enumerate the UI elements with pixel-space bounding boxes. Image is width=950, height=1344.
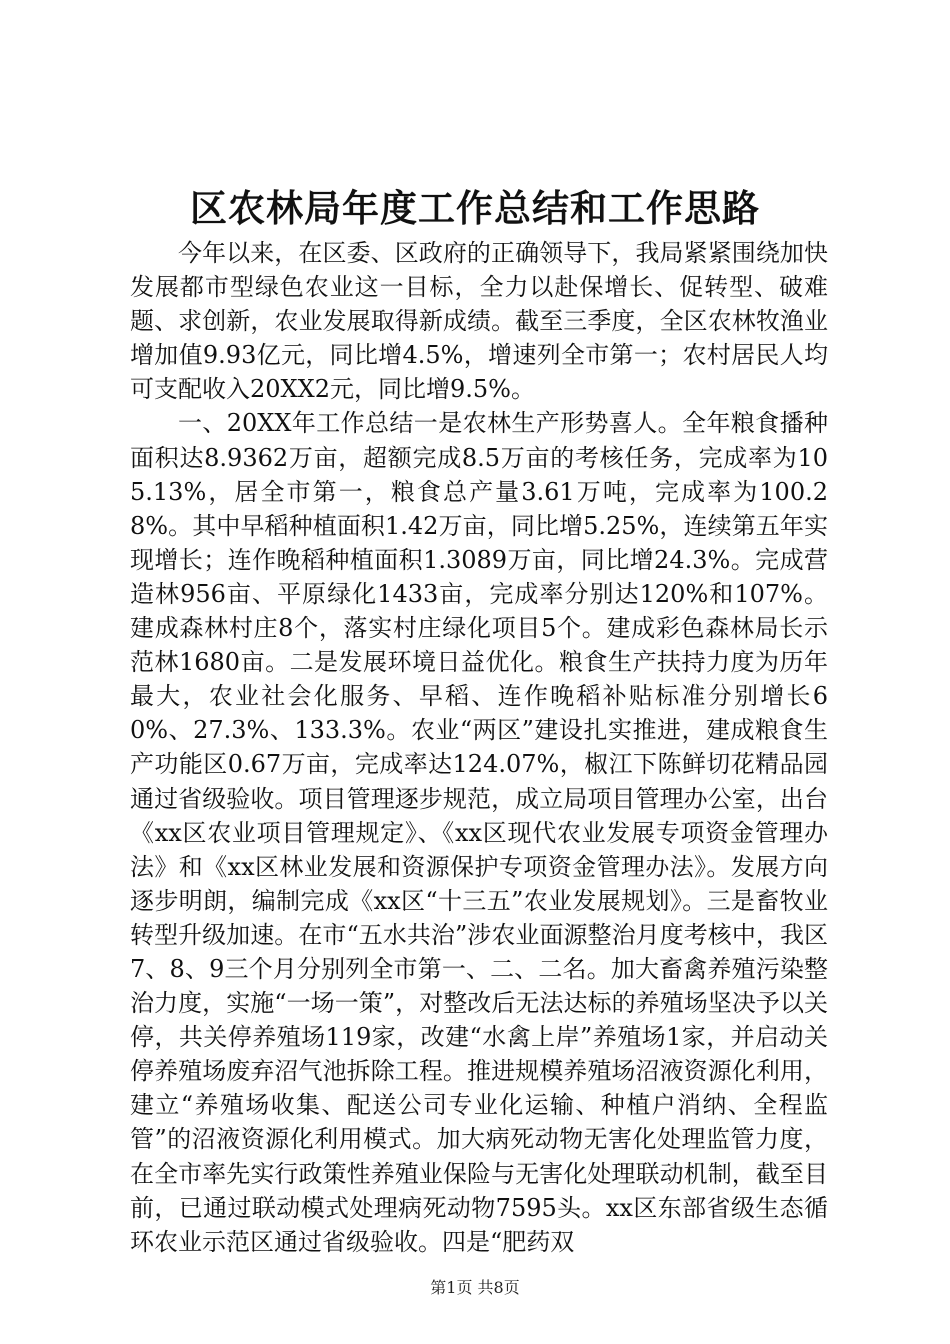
document-body [130,236,828,1259]
document-title: 区农林局年度工作总结和工作思路 [190,186,760,230]
paragraph-summary: 一、20XX年工作总结一是农林生产形势喜人。全年粮食播种面积达8.9362万亩，超额完成8.5万亩的考核任务，完成率为105.13%，居全市第一，粮食总产量3.61万吨，完成率为100.28%。其中早稻种植面积1.42万亩，同比增5.25%，连续第五年实现增长；连作晚稻种植面积1.3089万亩，同比增24.3%。完成营造林956亩、平原绿化1433亩，完成率分别达120%和107%。建成森林村庄8个，落实村庄绿化项目5个。建成彩色森林局长示范林1680亩。二是发展环境日益优化。粮食生产扶持力度为历年最大，农业社会化服务、早稻、连作晚稻补贴标准分别增长60%、27.3%、133.3%。农业“两区”建设扎实推进，建成粮食生产功能区0.67万亩，完成率达124.07%，椒江下陈鲜切花精品园通过省级验收。项目管理逐步规范，成立局项目管理办公室，出台《xx区农业项目管理规定》、《xx区现代农业发展专项资金管理办法》和《xx区林业发展和资源保护专项资金管理办法》。发展方向逐步明朗，编制完成《xx区“十三五”农业发展规划》。三是畜牧业转型升级加速。在市“五水共治”涉农业面源整治月度考核中，我区7、8、9三个月分别列全市第一、二、二名。加大畜禽养殖污染整治力度，实施“一场一策”，对整改后无法达标的养殖场坚决予以关停，共关停养殖场119家，改建“水禽上岸”养殖场1家，并启动关停养殖场废弃沼气池拆除工程。推进规模养殖场沼液资源化利用，建立“养殖场收集、配送公司专业化运输、种植户消纳、全程监管”的沼液资源化利用模式。加大病死动物无害化处理监管力度，在全市率先实行政策性养殖业保险与无害化处理联动机制，截至目前，已通过联动模式处理病死动物7595头。xx区东部省级生态循环农业示范区通过省级验收。四是“肥药双 [130,409,828,1256]
paragraph-intro: 今年以来，在区委、区政府的正确领导下，我局紧紧围绕加快发展都市型绿色农业这一目标，全力以赴保增长、促转型、破难题、求创新，农业发展取得新成绩。截至三季度，全区农林牧渔业增加值9.93亿元，同比增4.5%，增速列全市第一；农村居民人均可支配收入20XX2元，同比增9.5%。 [130,239,828,404]
page-number-footer: 第1页 共8页 [430,1278,520,1297]
